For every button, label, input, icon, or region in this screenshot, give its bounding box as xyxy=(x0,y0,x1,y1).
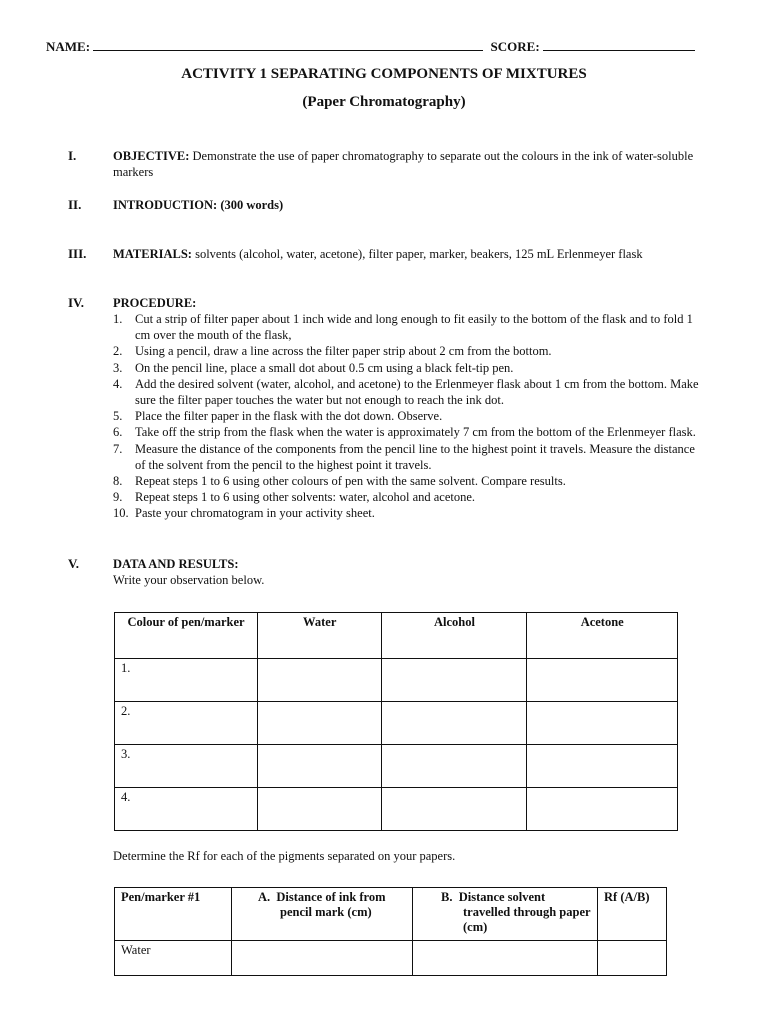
cell-water[interactable] xyxy=(258,702,382,745)
list-item: 7. Measure the distance of the components from the pencil line to the highest point it travels. Measure the distance of the solvent from the pencil to the highest point it travels. xyxy=(113,441,695,472)
data-label: DATA AND RESULTS: xyxy=(113,557,239,571)
procedure-section xyxy=(113,295,703,522)
header-alcohol: Alcohol xyxy=(382,613,527,659)
rf-instruction: Determine the Rf for each of the pigments separated on your papers. xyxy=(113,849,456,863)
data-section xyxy=(113,556,703,588)
cell-water[interactable] xyxy=(258,659,382,702)
row-label: 1. xyxy=(115,659,258,702)
header-distance-solvent: B. Distance solvent travelled through paper (cm) xyxy=(413,888,598,941)
objective-label: OBJECTIVE: xyxy=(113,149,190,163)
row-label: Water xyxy=(115,941,232,976)
cell-acetone[interactable] xyxy=(527,745,678,788)
cell-rf[interactable] xyxy=(598,941,667,976)
objective-section xyxy=(113,148,703,180)
list-item: 4. Add the desired solvent (water, alcohol, and acetone) to the Erlenmeyer flask about 1 cm from the bottom. Make sure the filter paper touches the water but not enough to reach the ink dot. xyxy=(113,376,699,408)
materials-section xyxy=(113,246,703,262)
table-row xyxy=(115,702,678,745)
header-colour: Colour of pen/marker xyxy=(115,613,258,659)
row-label: 2. xyxy=(115,702,258,745)
rf-table xyxy=(114,887,667,976)
cell-acetone[interactable] xyxy=(527,659,678,702)
header-pen-marker: Pen/marker #1 xyxy=(115,888,232,941)
list-item: 8. Repeat steps 1 to 6 using other colours of pen with the same solvent. Compare results. xyxy=(113,474,566,489)
materials-label: MATERIALS: xyxy=(113,247,192,261)
list-item: 1. Cut a strip of filter paper about 1 inch wide and long enough to fit easily to the bottom of the flask and to fold 1 cm over the mouth of the flask, xyxy=(113,312,693,343)
cell-alcohol[interactable] xyxy=(382,659,527,702)
cell-water[interactable] xyxy=(258,745,382,788)
procedure-steps xyxy=(113,311,703,522)
header-rf: Rf (A/B) xyxy=(598,888,667,941)
page-subtitle: (Paper Chromatography) xyxy=(302,94,466,110)
list-item: 10. Paste your chromatogram in your activity sheet. xyxy=(113,506,375,521)
introduction-label: INTRODUCTION: xyxy=(113,198,218,212)
objective-text: Demonstrate the use of paper chromatography to separate out the colours in the ink of water-soluble markers xyxy=(113,149,694,179)
row-label: 3. xyxy=(115,745,258,788)
section-number-materials: III. xyxy=(68,246,87,261)
header-acetone: Acetone xyxy=(527,613,678,659)
section-number-data: V. xyxy=(68,556,79,571)
name-field[interactable] xyxy=(46,38,695,55)
cell-distance-solvent[interactable] xyxy=(413,941,598,976)
section-number-introduction: II. xyxy=(68,197,82,212)
cell-alcohol[interactable] xyxy=(382,702,527,745)
list-item: 5. Place the filter paper in the flask with the dot down. Observe. xyxy=(113,409,443,424)
introduction-section xyxy=(113,197,703,213)
name-label: NAME: xyxy=(46,39,91,54)
score-blank[interactable] xyxy=(543,38,695,51)
cell-water[interactable] xyxy=(258,788,382,831)
cell-distance-ink[interactable] xyxy=(232,941,413,976)
header-water: Water xyxy=(258,613,382,659)
section-number-procedure: IV. xyxy=(68,295,85,310)
page-title: ACTIVITY 1 SEPARATING COMPONENTS OF MIXTURES xyxy=(181,66,587,82)
procedure-label: PROCEDURE: xyxy=(113,296,197,310)
list-item: 3. On the pencil line, place a small dot about 0.5 cm using a black felt-tip pen. xyxy=(113,360,514,375)
name-blank[interactable] xyxy=(93,38,483,51)
table-row xyxy=(115,941,667,976)
list-item: 6. Take off the strip from the flask when the water is approximately 7 cm from the bottom of the Erlenmeyer flask. xyxy=(113,425,696,440)
list-item: 2. Using a pencil, draw a line across the filter paper strip about 2 cm from the bottom. xyxy=(113,344,552,359)
cell-acetone[interactable] xyxy=(527,702,678,745)
materials-text: solvents (alcohol, water, acetone), filter paper, marker, beakers, 125 mL Erlenmeyer flask xyxy=(191,247,643,261)
table-row xyxy=(115,659,678,702)
cell-acetone[interactable] xyxy=(527,788,678,831)
list-item: 9. Repeat steps 1 to 6 using other solvents: water, alcohol and acetone. xyxy=(113,490,476,505)
row-label: 4. xyxy=(115,788,258,831)
cell-alcohol[interactable] xyxy=(382,788,527,831)
data-instruction: Write your observation below. xyxy=(113,573,265,587)
table-row xyxy=(115,745,678,788)
table-row xyxy=(115,788,678,831)
header-distance-ink: A. Distance of ink from pencil mark (cm) xyxy=(232,888,413,941)
observation-table xyxy=(114,612,678,831)
score-label: SCORE: xyxy=(490,39,540,54)
introduction-text: (300 words) xyxy=(217,198,284,212)
section-number-objective: I. xyxy=(68,148,77,163)
cell-alcohol[interactable] xyxy=(382,745,527,788)
